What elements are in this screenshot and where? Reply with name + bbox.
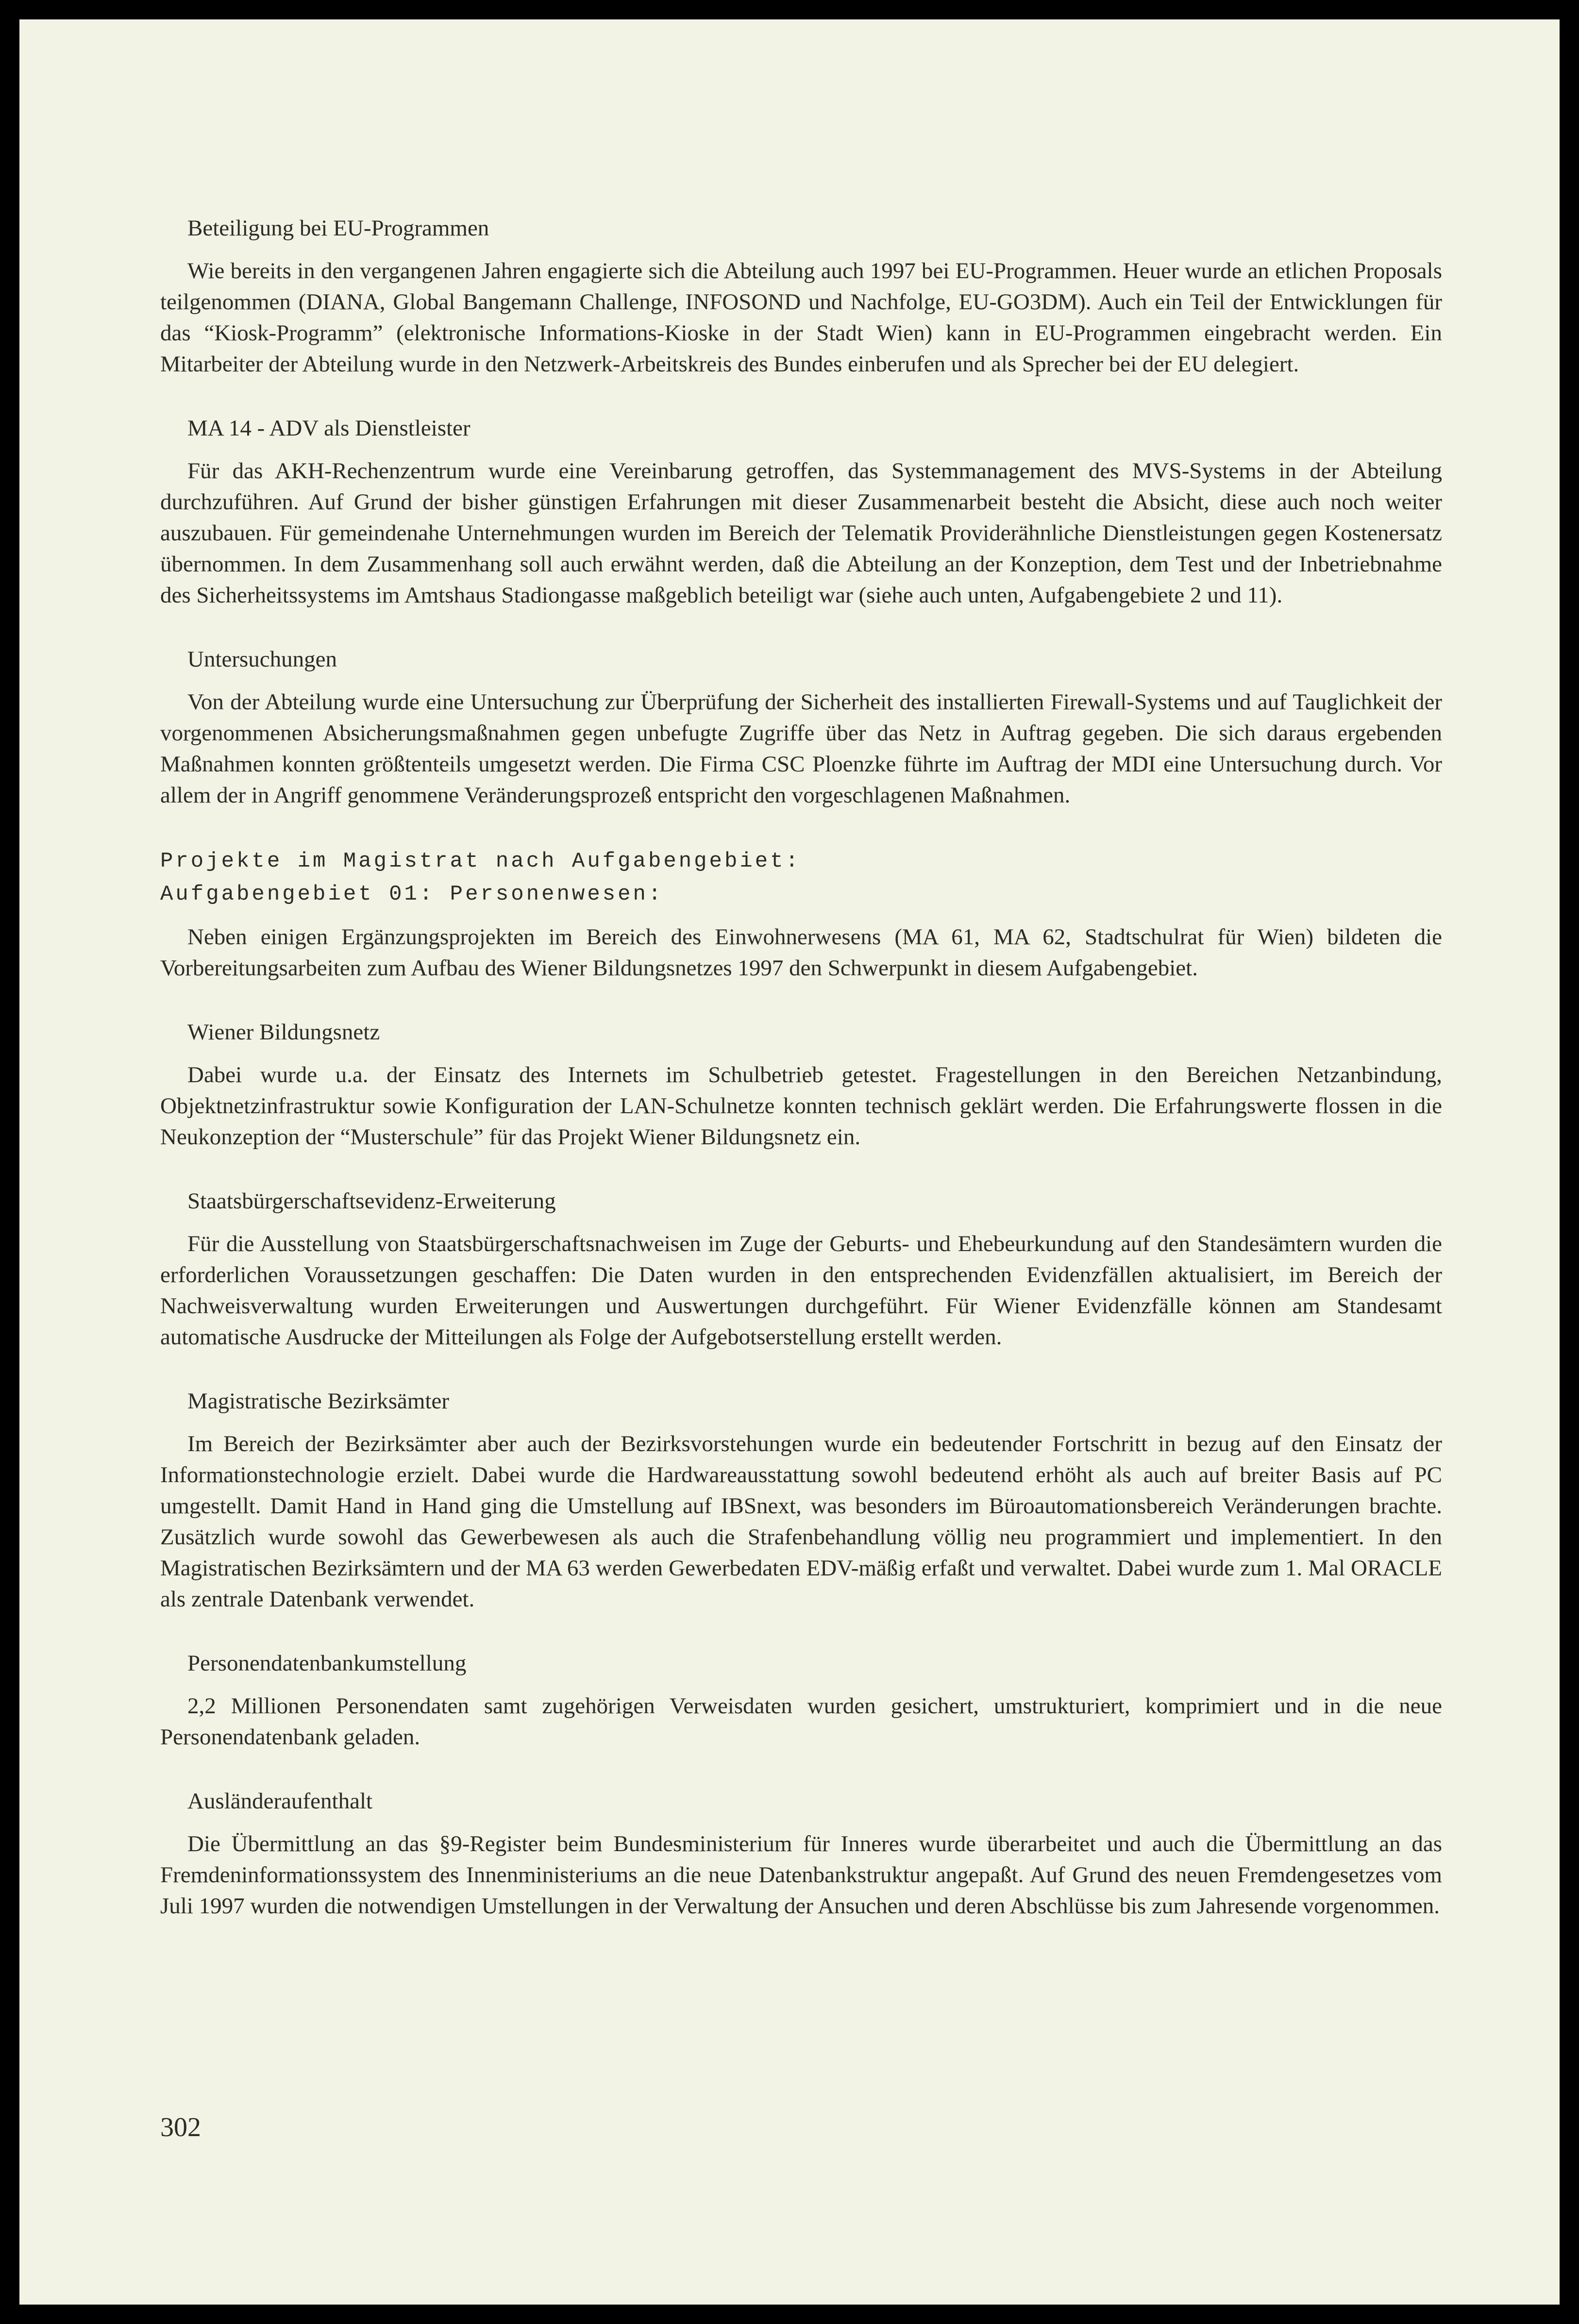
subsection-title: Personendatenbankumstellung xyxy=(187,1651,467,1676)
subsection-title: Staatsbürgerschaftsevidenz-Erweiterung xyxy=(187,1188,556,1214)
subsection-staatsbuergerschaft xyxy=(160,1187,1442,1353)
subsection-body: Im Bereich der Bezirksämter aber auch der Bezirksvorstehungen wurde ein bedeutender Fortschritt in bezug auf den Einsatz der Informationstechnologie erzielt. Dabei wurde die Hardwareausstattung sowohl bedeutend erhöht als auch auf breiter Basis auf PC umgestellt. Damit Hand in Hand ging die Umstellung auf IBSnext, was besonders im Büroautomationsbereich Veränderungen brachte. Zusätzlich wurde sowohl das Gewerbewesen als auch die Strafenbehandlung völlig neu programmiert und implementiert. In den Magistratischen Bezirksämtern und der MA 63 werden Gewerbedaten EDV-mäßig erfaßt und verwaltet. Dabei wurde zum 1. Mal ORACLE als zentrale Datenbank verwendet. xyxy=(160,1431,1442,1612)
page-content xyxy=(160,214,1442,1956)
subsection-bezirksaemter xyxy=(160,1387,1442,1615)
subsection-body: Die Übermittlung an das §9-Register beim Bundesministerium für Inneres wurde überarbeitet und auch die Übermittlung an das Fremdeninformationssystem des Innenministeriums an die neue Datenbankstruktur angepaßt. Auf Grund des neuen Fremdengesetzes vom Juli 1997 wurden die notwendigen Umstellungen in der Verwaltung der Ansuchen und deren Abschlüsse bis zum Jahresende vorgenommen. xyxy=(160,1831,1442,1919)
subsection-title: Wiener Bildungsnetz xyxy=(187,1020,380,1045)
section-adv-service xyxy=(160,414,1442,611)
subsection-body: Dabei wurde u.a. der Einsatz des Internets im Schulbetrieb getestet. Fragestellungen in den Bereichen Netzanbindung, Objektnetzinfrastruktur sowie Konfiguration der LAN-Schulnetze konnten technisch geklärt werden. Die Erfahrungswerte flossen in die Neukonzeption der “Musterschule” für das Projekt Wiener Bildungsnetz ein. xyxy=(160,1062,1442,1150)
subsection-auslaender xyxy=(160,1787,1442,1922)
subsection-body: 2,2 Millionen Personendaten samt zugehörigen Verweisdaten wurden gesichert, umstrukturiert, komprimiert und in die neue Personendatenbank geladen. xyxy=(160,1693,1442,1750)
subsection-personendatenbank xyxy=(160,1649,1442,1753)
subsection-title: Ausländeraufenthalt xyxy=(187,1789,373,1814)
area-intro: Neben einigen Ergänzungsprojekten im Bereich des Einwohnerwesens (MA 61, MA 62, Stadtschulrat für Wien) bildeten die Vorbereitungsarbeiten zum Aufbau des Wiener Bildungsnetzes 1997 den Schwerpunkt in diesem Aufgabengebiet. xyxy=(160,924,1442,981)
area-heading: Aufgabengebiet 01: Personenwesen: xyxy=(160,882,664,906)
section-title: Beteiligung bei EU-Programmen xyxy=(187,216,489,241)
projects-heading: Projekte im Magistrat nach Aufgabengebiet: xyxy=(160,849,801,873)
document-page xyxy=(19,19,1560,2305)
section-body: Wie bereits in den vergangenen Jahren engagierte sich die Abteilung auch 1997 bei EU-Programmen. Heuer wurde an etlichen Proposals teilgenommen (DIANA, Global Bangemann Challenge, INFOSOND und Nachfolge, EU-GO3DM). Auch ein Teil der Entwicklungen für das “Kiosk-Programm” (elektronische Informations-Kioske in der Stadt Wien) kann in EU-Programmen eingebracht werden. Ein Mitarbeiter der Abteilung wurde in den Netzwerk-Arbeitskreis des Bundes einberufen und als Sprecher bei der EU delegiert. xyxy=(160,258,1442,377)
section-eu-programs xyxy=(160,214,1442,380)
section-title: Untersuchungen xyxy=(187,647,337,672)
subsection-body: Für die Ausstellung von Staatsbürgerschaftsnachweisen im Zuge der Geburts- und Ehebeurkundung auf den Standesämtern wurden die erforderlichen Voraussetzungen geschaffen: Die Daten wurden in den entsprechenden Evidenzfällen aktualisiert, im Bereich der Nachweisverwaltung wurden Erweiterungen und Auswertungen durchgeführt. Für Wiener Evidenzfälle können am Standesamt automatische Ausdrucke der Mitteilungen als Folge der Aufgebotserstellung erstellt werden. xyxy=(160,1231,1442,1350)
page-number: 302 xyxy=(160,2112,201,2142)
section-investigations xyxy=(160,645,1442,811)
section-body: Von der Abteilung wurde eine Untersuchung zur Überprüfung der Sicherheit des installierten Firewall-Systems und auf Tauglichkeit der vorgenommenen Absicherungsmaßnahmen gegen unbefugte Zugriffe über das Netz in Auftrag gegeben. Die sich daraus ergebenden Maßnahmen konnten größtenteils umgesetzt werden. Die Firma CSC Ploenzke führte im Auftrag der MDI eine Untersuchung durch. Vor allem der in Angriff genommene Veränderungsprozeß entspricht den vorgeschlagenen Maßnahmen. xyxy=(160,689,1442,808)
section-title: MA 14 - ADV als Dienstleister xyxy=(187,416,470,441)
section-body: Für das AKH-Rechenzentrum wurde eine Vereinbarung getroffen, das Systemmanagement des MVS-Systems in der Abteilung durchzuführen. Auf Grund der bisher günstigen Erfahrungen mit dieser Zusammenarbeit besteht die Absicht, diese auch noch weiter auszubauen. Für gemeindenahe Unternehmungen wurden im Bereich der Telematik Providerähnliche Dienstleistungen gegen Kostenersatz übernommen. In dem Zusammenhang soll auch erwähnt werden, daß die Abteilung an der Konzeption, dem Test und der Inbetriebnahme des Sicherheitssystems im Amtshaus Stadiongasse maßgeblich beteiligt war (siehe auch unten, Aufgabengebiete 2 und 11). xyxy=(160,458,1442,608)
subsection-title: Magistratische Bezirksämter xyxy=(187,1388,450,1414)
subsection-bildungsnetz xyxy=(160,1018,1442,1153)
